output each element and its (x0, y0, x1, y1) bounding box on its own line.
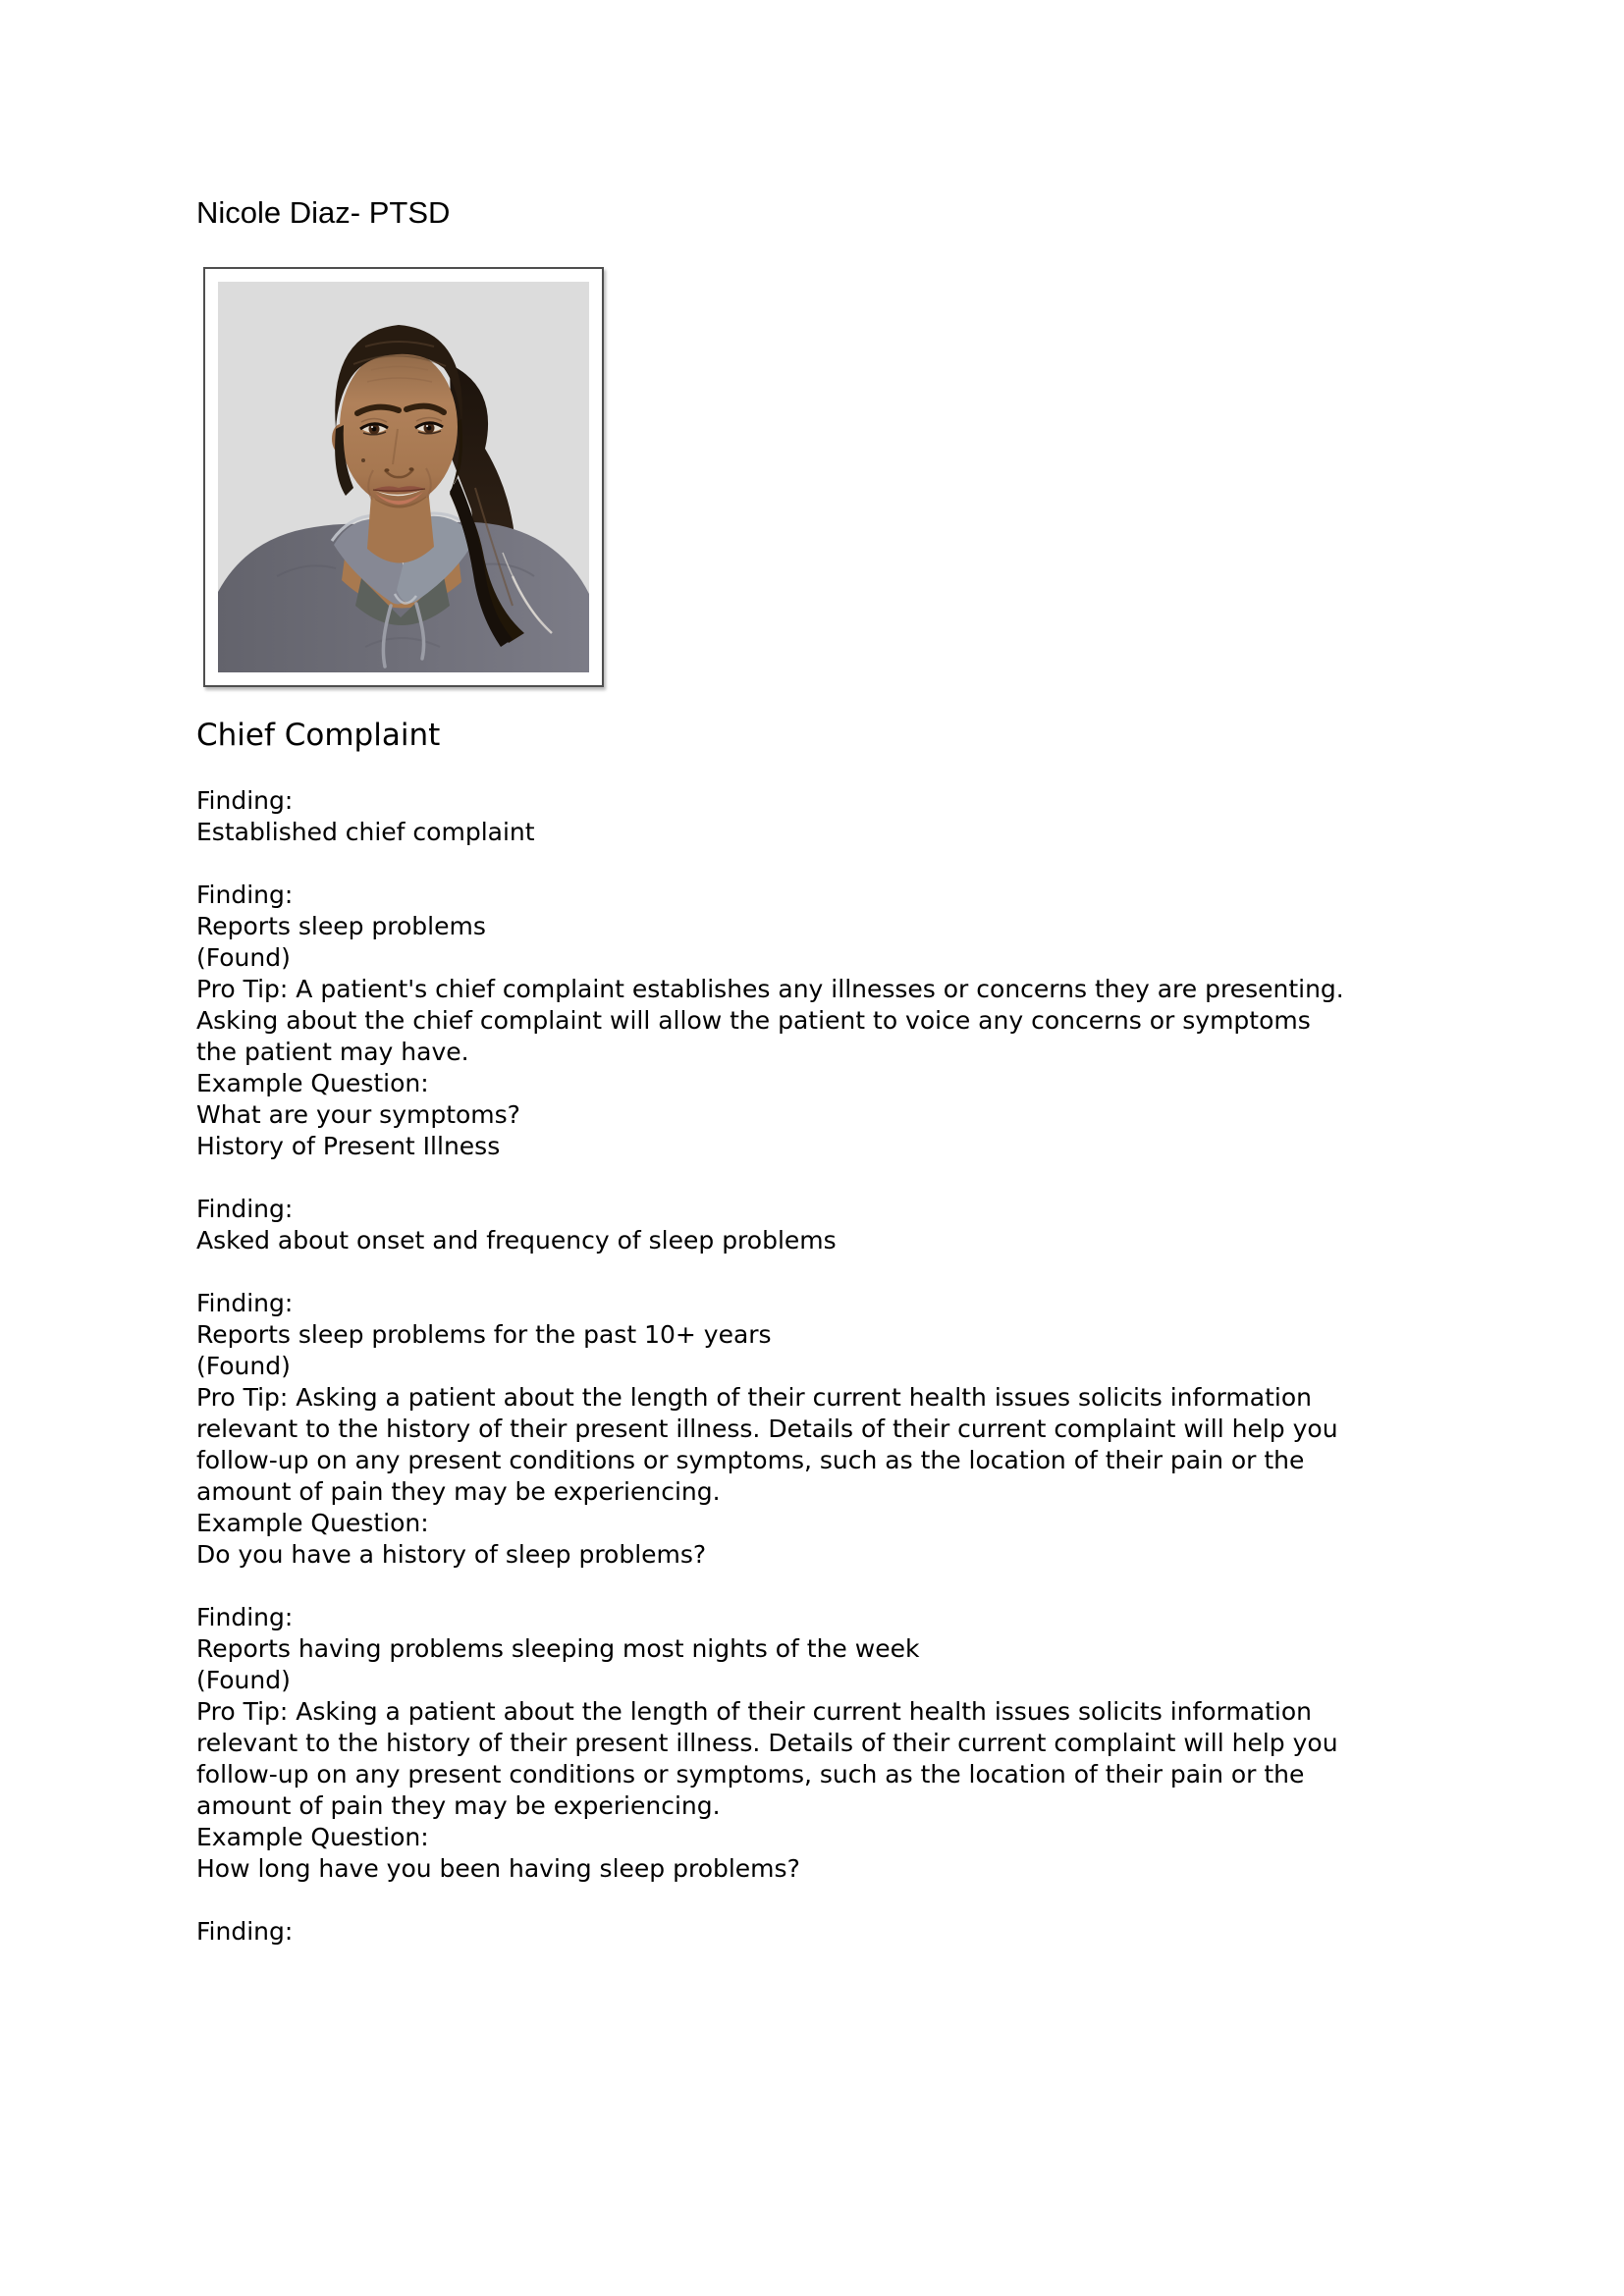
finding-block-4 (196, 1288, 1428, 1571)
finding-block-1 (196, 785, 1428, 848)
example-question-text: How long have you been having sleep problems? (196, 1854, 800, 1883)
finding-text: Reports sleep problems (196, 912, 486, 940)
finding-label: Finding: (196, 1289, 294, 1317)
pro-tip-text-line-2: Asking about the chief complaint will allow the patient to voice any concerns or symptoms (196, 1006, 1311, 1035)
finding-text: Established chief complaint (196, 818, 535, 846)
pro-tip-text-line-3: the patient may have. (196, 1038, 469, 1066)
pro-tip-text-line-2: relevant to the history of their present illness. Details of their current complaint will help you (196, 1729, 1338, 1757)
example-question-label: Example Question: (196, 1509, 429, 1537)
finding-block-2 (196, 880, 1428, 1162)
cheek-mole (361, 458, 365, 462)
pro-tip-text-line-2: relevant to the history of their present illness. Details of their current complaint will help you (196, 1415, 1338, 1443)
pro-tip-text-line-3: follow-up on any present conditions or symptoms, such as the location of their pain or the (196, 1446, 1305, 1474)
finding-label: Finding: (196, 1603, 294, 1631)
pro-tip-text-line-1: Pro Tip: Asking a patient about the length of their current health issues solicits information (196, 1383, 1312, 1412)
section-heading-hpi: History of Present Illness (196, 1132, 501, 1160)
finding-label: Finding: (196, 881, 294, 909)
pro-tip-text-line-1: Pro Tip: A patient's chief complaint establishes any illnesses or concerns they are presenting. (196, 975, 1344, 1003)
pro-tip-text-line-4: amount of pain they may be experiencing. (196, 1791, 721, 1820)
finding-label: Finding: (196, 1917, 294, 1946)
pro-tip-text-line-1: Pro Tip: Asking a patient about the length of their current health issues solicits information (196, 1697, 1312, 1726)
finding-block-5 (196, 1602, 1428, 1885)
finding-text: Asked about onset and frequency of sleep problems (196, 1226, 837, 1255)
found-status: (Found) (196, 1352, 291, 1380)
patient-avatar (218, 282, 589, 672)
document-title: Nicole Diaz- PTSD (196, 195, 451, 230)
pro-tip-text-line-4: amount of pain they may be experiencing. (196, 1477, 721, 1506)
patient-photo-frame (203, 267, 604, 687)
example-question-text: What are your symptoms? (196, 1100, 520, 1129)
finding-block-6 (196, 1916, 1428, 1948)
example-question-label: Example Question: (196, 1069, 429, 1097)
section-heading-chief-complaint: Chief Complaint (196, 718, 441, 753)
finding-text: Reports having problems sleeping most nights of the week (196, 1634, 920, 1663)
finding-block-3 (196, 1194, 1428, 1256)
finding-label: Finding: (196, 786, 294, 815)
example-question-label: Example Question: (196, 1823, 429, 1851)
document-content (196, 194, 1428, 1948)
pro-tip-text-line-3: follow-up on any present conditions or symptoms, such as the location of their pain or the (196, 1760, 1305, 1789)
found-status: (Found) (196, 1666, 291, 1694)
finding-text: Reports sleep problems for the past 10+ years (196, 1320, 772, 1349)
example-question-text: Do you have a history of sleep problems? (196, 1540, 707, 1569)
finding-label: Finding: (196, 1195, 294, 1223)
found-status: (Found) (196, 943, 291, 972)
